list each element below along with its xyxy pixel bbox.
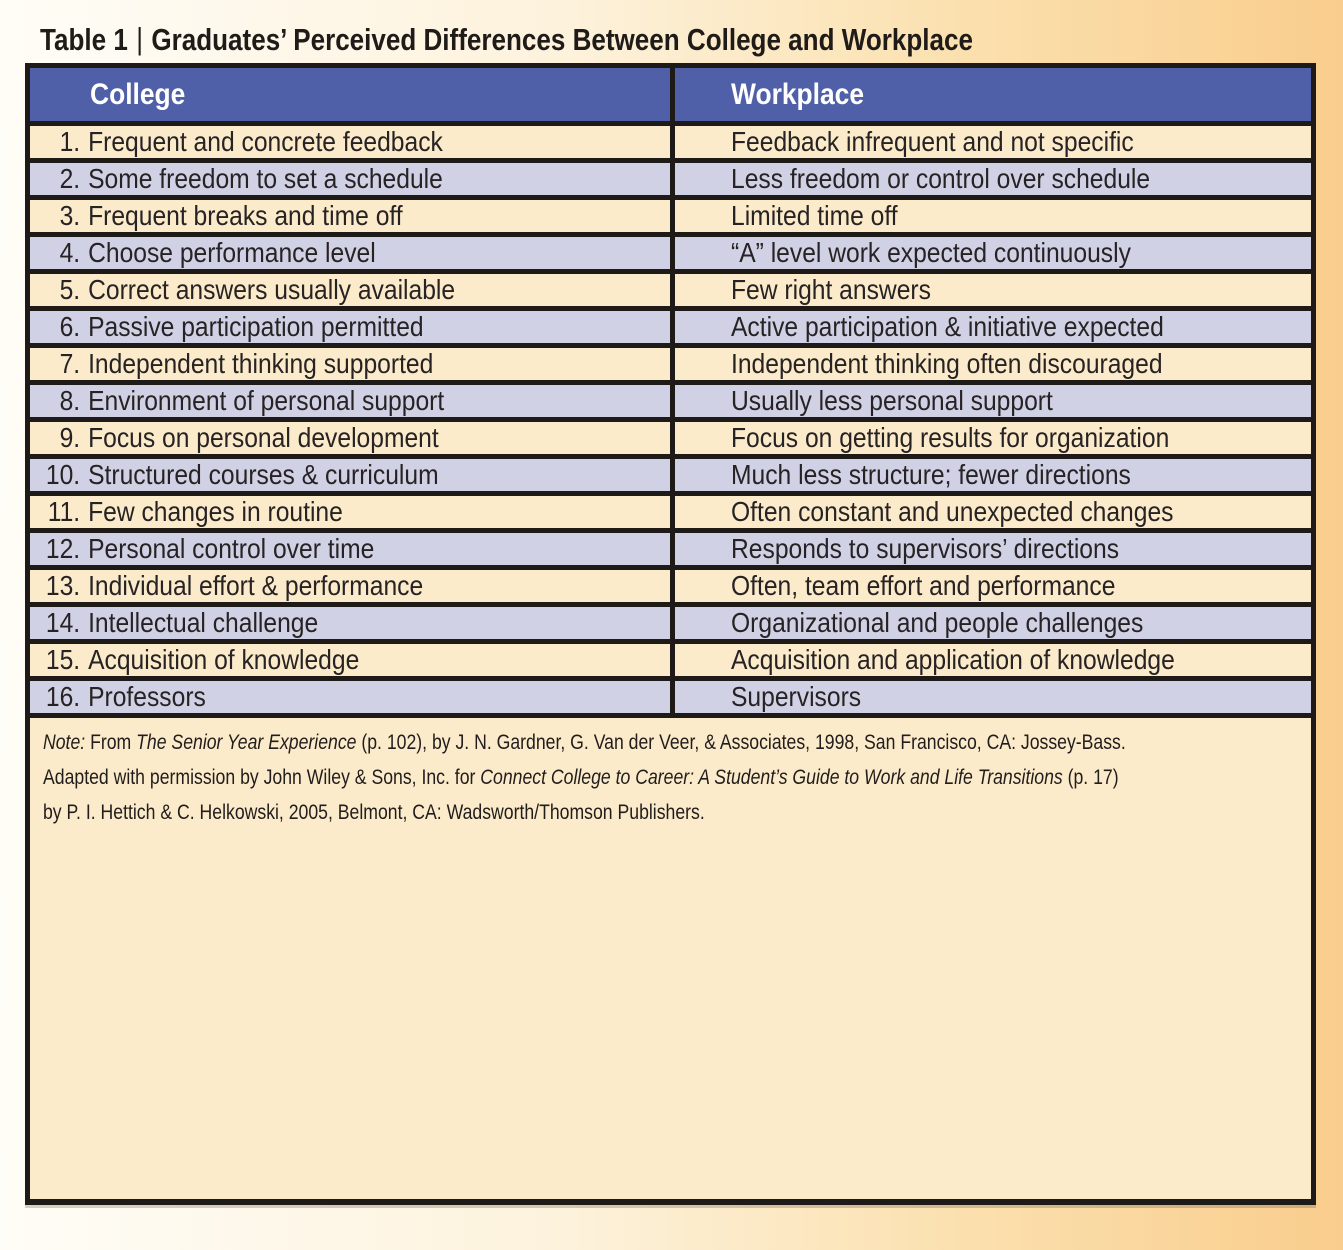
table-row [30,385,1311,422]
row-number: 9. [59,422,81,453]
workplace-text: Acquisition and application of knowledge [731,644,1175,675]
college-text: Structured courses & curriculum [88,459,439,490]
table-title-separator: | [136,21,143,56]
workplace-cell [675,496,1311,528]
college-cell [30,385,675,417]
table-row [30,126,1311,163]
column-header-college [30,68,675,121]
table-title [40,22,1151,58]
row-number: 1. [59,126,81,157]
row-number: 10. [45,459,81,490]
college-text: Individual effort & performance [88,570,424,601]
college-text: Professors [88,681,206,712]
college-text: Focus on personal development [88,422,439,453]
workplace-text: Supervisors [731,681,862,712]
workplace-cell [675,348,1311,380]
table-row [30,200,1311,237]
note-text-segment: by P. I. Hettich & C. Helkowski, 2005, Belmont, CA: Wadsworth/Thomson Publishers. [43,801,705,824]
workplace-cell [675,533,1311,565]
workplace-cell [675,459,1311,491]
college-cell [30,237,675,269]
college-text: Independent thinking supported [88,348,434,379]
college-cell [30,681,675,713]
workplace-text: Less freedom or control over schedule [731,163,1151,194]
row-number: 2. [59,163,81,194]
row-number: 4. [59,237,81,268]
note-italic-segment: The Senior Year Experience [136,731,357,754]
college-text: Frequent and concrete feedback [88,126,443,157]
column-header-college-label: College [90,77,186,111]
row-number: 6. [59,311,81,342]
college-text: Correct answers usually available [88,274,456,305]
note-text-segment: (p. 102), by J. N. Gardner, G. Van der Veer, & Associates, 1998, San Francisco, CA: Jossey-Bass. [356,731,1126,754]
note-italic-segment: Connect College to Career: A Student’s Guide to Work and Life Transitions [480,766,1063,789]
college-text: Intellectual challenge [88,607,319,638]
row-number: 14. [45,607,81,638]
workplace-text: Independent thinking often discouraged [731,348,1163,379]
table-row [30,570,1311,607]
workplace-text: Usually less personal support [731,385,1053,416]
table-title-prefix: Table 1 [40,22,128,57]
workplace-cell [675,126,1311,158]
table-row [30,533,1311,570]
table-row [30,681,1311,718]
college-cell [30,607,675,639]
college-text: Personal control over time [88,533,375,564]
college-text: Few changes in routine [88,496,343,527]
note-text-segment: From [85,731,137,754]
row-number: 15. [45,644,81,675]
college-text: Passive participation permitted [88,311,424,342]
row-number: 3. [59,200,81,231]
note-italic-segment: Note: [43,731,86,754]
workplace-cell [675,274,1311,306]
note-line [43,795,1311,830]
workplace-text: Few right answers [731,274,931,305]
workplace-text: Organizational and people challenges [731,607,1144,638]
workplace-cell [675,385,1311,417]
workplace-text: Responds to supervisors’ directions [731,533,1120,564]
table-header-row [30,68,1311,126]
workplace-text: Feedback infrequent and not specific [731,126,1134,157]
college-text: Environment of personal support [88,385,445,416]
workplace-text: Active participation & initiative expected [731,311,1164,342]
note-line [43,725,1311,760]
row-number: 16. [45,681,81,712]
college-cell [30,311,675,343]
column-header-workplace-label: Workplace [731,77,865,111]
college-cell [30,126,675,158]
college-cell [30,422,675,454]
workplace-cell [675,200,1311,232]
table-row [30,607,1311,644]
note-text-segment: (p. 17) [1062,766,1119,789]
workplace-cell [675,422,1311,454]
table-row [30,348,1311,385]
workplace-cell [675,644,1311,676]
college-cell [30,200,675,232]
college-text: Some freedom to set a schedule [88,163,443,194]
row-number: 11. [47,496,81,527]
workplace-text: Focus on getting results for organization [731,422,1170,453]
workplace-cell [675,570,1311,602]
row-number: 8. [59,385,81,416]
workplace-text: Often constant and unexpected changes [731,496,1174,527]
table-row [30,644,1311,681]
workplace-cell [675,607,1311,639]
table-row [30,459,1311,496]
table-row [30,496,1311,533]
table-row [30,422,1311,459]
row-number: 7. [59,348,81,379]
college-cell [30,570,675,602]
table-body [30,126,1311,718]
workplace-text: Often, team effort and performance [731,570,1116,601]
row-number: 5. [59,274,81,305]
note-line [43,760,1311,795]
college-text: Acquisition of knowledge [88,644,360,675]
table-row [30,274,1311,311]
college-cell [30,496,675,528]
table-row [30,237,1311,274]
workplace-cell [675,163,1311,195]
note-text-segment: Adapted with permission by John Wiley & Sons, Inc. for [43,766,481,789]
table-note [30,718,1311,1199]
college-cell [30,163,675,195]
college-cell [30,644,675,676]
college-text: Choose performance level [88,237,376,268]
college-text: Frequent breaks and time off [88,200,403,231]
row-number: 12. [45,533,81,564]
college-cell [30,533,675,565]
college-cell [30,348,675,380]
row-number: 13. [45,570,81,601]
workplace-cell [675,237,1311,269]
table-title-text: Graduates’ Perceived Differences Between College and Workplace [151,22,973,57]
workplace-cell [675,681,1311,713]
column-header-workplace [675,68,1311,121]
workplace-text: “A” level work expected continuously [731,237,1131,268]
comparison-table [25,63,1316,1205]
workplace-text: Limited time off [731,200,898,231]
college-cell [30,459,675,491]
workplace-cell [675,311,1311,343]
table-row [30,311,1311,348]
college-cell [30,274,675,306]
table-row [30,163,1311,200]
workplace-text: Much less structure; fewer directions [731,459,1131,490]
